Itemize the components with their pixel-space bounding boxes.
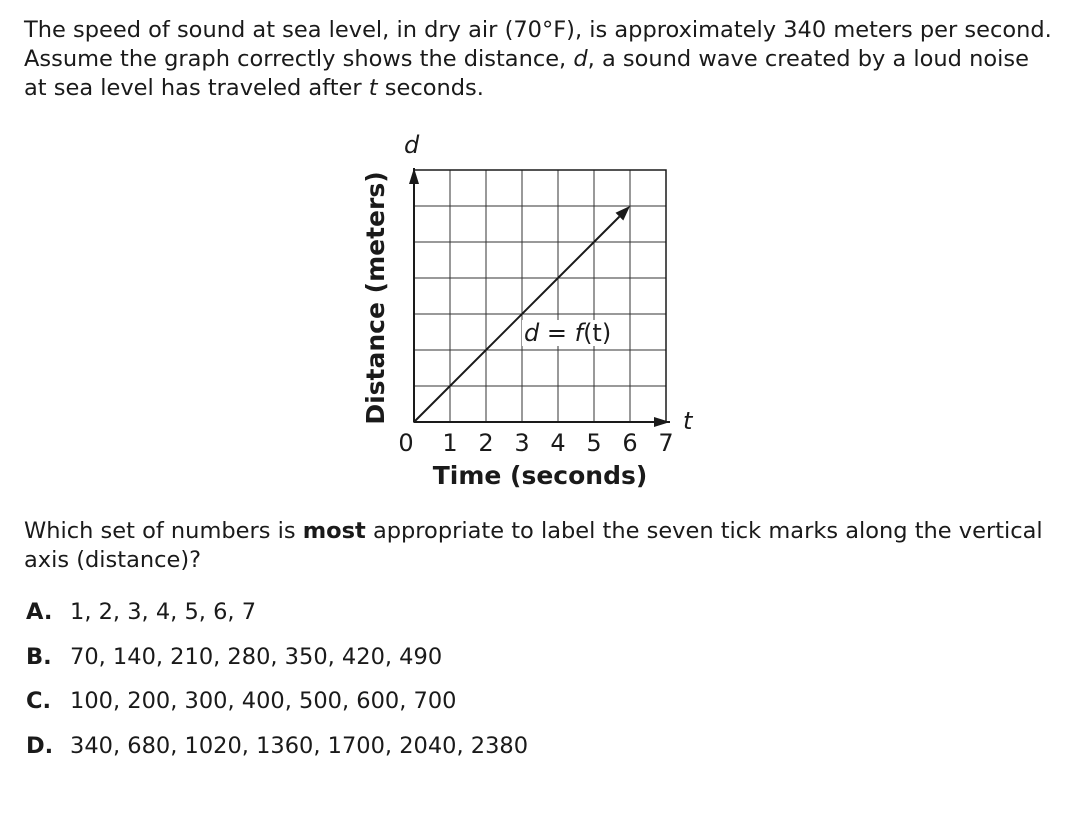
x-tick-label: 2 [478,429,494,457]
option-d-letter: D. [26,733,54,760]
option-b-text: 70, 140, 210, 280, 350, 420, 490 [70,643,443,670]
x-tick-label: 6 [622,429,638,457]
x-axis-title: Time (seconds) [432,461,648,490]
answer-options [26,598,528,777]
y-axis-variable: d [404,131,420,159]
option-d-text: 340, 680, 1020, 1360, 1700, 2040, 2380 [70,733,529,760]
intro-text-2: , a sound wave created by a loud noise at sea level has traveled after [24,46,1029,101]
function-label-f: f [574,319,584,347]
option-c[interactable] [26,687,528,732]
x-tick-label: 0 [398,429,414,457]
var-t: t [368,75,378,101]
option-c-letter: C. [26,688,52,715]
x-tick-label: 1 [442,429,458,457]
option-a-text: 1, 2, 3, 4, 5, 6, 7 [70,599,257,625]
option-a[interactable] [26,598,528,643]
x-tick-label: 3 [514,429,530,457]
x-axis-arrowhead [654,417,670,427]
option-c-text: 100, 200, 300, 400, 500, 600, 700 [70,688,457,715]
question-emphasis: most [302,518,366,544]
function-label-arg: (t) [583,319,612,347]
x-tick-labels [398,429,673,457]
intro-text-1: The speed of sound at sea level, in dry air (70°F), is approximately 340 meters per second. Assume the graph correctly shows the distance, [24,17,1052,72]
y-axis-title: Distance (meters) [361,171,390,425]
option-b-letter: B. [26,643,52,670]
x-tick-label: 5 [586,429,602,457]
option-a-letter: A. [26,599,53,625]
option-d[interactable] [26,732,528,777]
intro-text-3: seconds. [377,75,484,101]
function-label-equals: = [539,319,575,347]
option-b[interactable] [26,643,528,688]
x-tick-label: 7 [658,429,674,457]
question-text [24,517,1054,575]
question-text-2: appropriate to label the seven tick marks along the vertical axis (distance)? [24,518,1043,573]
var-d: d [573,46,588,72]
function-label-d: d [524,319,540,347]
question-text-1: Which set of numbers is [24,518,303,544]
x-axis-variable: t [683,407,693,435]
function-label [524,319,611,347]
x-tick-label: 4 [550,429,566,457]
